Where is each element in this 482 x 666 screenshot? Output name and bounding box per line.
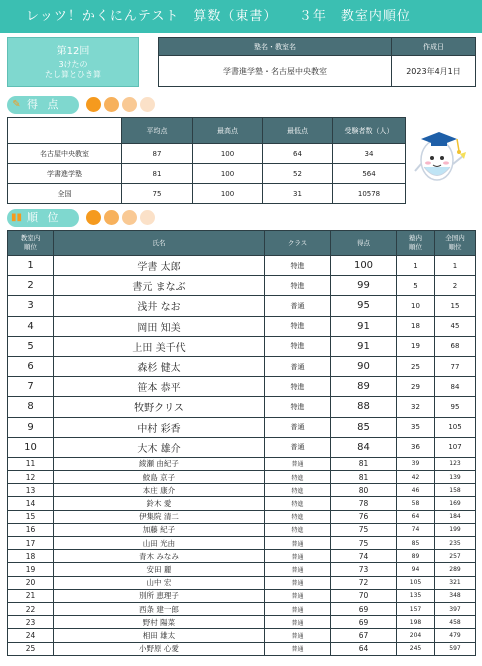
decor-dot (140, 97, 155, 112)
course: 普通 (265, 629, 331, 642)
course: 普通 (265, 356, 331, 376)
score: 89 (331, 377, 397, 397)
national-rank: 184 (435, 510, 476, 523)
class-rank: 14 (8, 497, 54, 510)
course: 普通 (265, 616, 331, 629)
score: 75 (331, 523, 397, 536)
group-name: 学書進学塾 (8, 164, 122, 184)
table-row (8, 550, 476, 563)
national-rank: 139 (435, 471, 476, 484)
national-rank: 84 (435, 377, 476, 397)
score-row (8, 184, 406, 204)
table-row (8, 437, 476, 457)
table-row (8, 256, 476, 276)
class-rank: 10 (8, 437, 54, 457)
score-row (8, 144, 406, 164)
student-name: 山田 光由 (54, 537, 265, 550)
class-rank: 9 (8, 417, 54, 437)
student-name: 伊集院 清二 (54, 510, 265, 523)
student-name: 牧野クリス (54, 397, 265, 417)
test-number: 第12回 (56, 46, 90, 57)
table-row (8, 484, 476, 497)
course: 普通 (265, 537, 331, 550)
school-rank-header (397, 231, 435, 256)
score: 69 (331, 616, 397, 629)
decor-dot (104, 210, 119, 225)
school-rank: 5 (397, 276, 435, 296)
student-name: 鮫島 京子 (54, 471, 265, 484)
student-name: 綾瀬 由紀子 (54, 457, 265, 470)
class-rank: 15 (8, 510, 54, 523)
student-name: 笹本 恭平 (54, 377, 265, 397)
decor-dot (86, 97, 101, 112)
school-rank: 64 (397, 510, 435, 523)
student-name: 相田 雄太 (54, 629, 265, 642)
score: 81 (331, 471, 397, 484)
national-rank: 169 (435, 497, 476, 510)
bar-chart-icon: ▮▮ (10, 212, 22, 223)
decor-dot (122, 210, 137, 225)
table-row (8, 563, 476, 576)
school-rank: 94 (397, 563, 435, 576)
decor-dot (104, 97, 119, 112)
student-name: 山中 宏 (54, 576, 265, 589)
table-row (8, 510, 476, 523)
class-rank: 17 (8, 537, 54, 550)
school-rank: 198 (397, 616, 435, 629)
table-row (8, 296, 476, 316)
national-rank: 95 (435, 397, 476, 417)
test-subtitle-line2: たし算とひき算 (45, 70, 101, 79)
score-row (8, 164, 406, 184)
school-name: 学書進学塾・名古屋中央教室 (159, 56, 392, 87)
school-rank: 35 (397, 417, 435, 437)
table-row (8, 417, 476, 437)
student-name: 小野原 心愛 (54, 642, 265, 655)
student-name: 安田 麗 (54, 563, 265, 576)
table-row (8, 616, 476, 629)
score-summary-table (7, 117, 406, 204)
school-rank: 29 (397, 377, 435, 397)
group-name: 名古屋中央教室 (8, 144, 122, 164)
course: 特進 (265, 397, 331, 417)
class-rank: 13 (8, 484, 54, 497)
national-rank: 123 (435, 457, 476, 470)
class-rank: 4 (8, 316, 54, 336)
table-row (8, 602, 476, 615)
score: 72 (331, 576, 397, 589)
course: 特進 (265, 523, 331, 536)
max-header: 最高点 (193, 118, 263, 144)
national-rank: 107 (435, 437, 476, 457)
national-rank: 45 (435, 316, 476, 336)
score: 67 (331, 629, 397, 642)
school-rank: 36 (397, 437, 435, 457)
table-row (8, 471, 476, 484)
table-row (8, 276, 476, 296)
table-row (8, 576, 476, 589)
score: 73 (331, 563, 397, 576)
national-rank: 479 (435, 629, 476, 642)
class-rank: 1 (8, 256, 54, 276)
national-rank: 289 (435, 563, 476, 576)
table-row (8, 642, 476, 655)
course: 普通 (265, 589, 331, 602)
max-score: 100 (193, 164, 263, 184)
course-header: クラス (265, 231, 331, 256)
course: 普通 (265, 550, 331, 563)
class-rank: 2 (8, 276, 54, 296)
score: 85 (331, 417, 397, 437)
school-rank: 157 (397, 602, 435, 615)
student-name: 本庄 康介 (54, 484, 265, 497)
ranking-table (7, 230, 476, 656)
course: 普通 (265, 417, 331, 437)
course: 特進 (265, 510, 331, 523)
school-rank: 105 (397, 576, 435, 589)
avg-header: 平均点 (122, 118, 193, 144)
school-rank: 18 (397, 316, 435, 336)
school-rank: 25 (397, 356, 435, 376)
class-rank-header-line2: 順位 (24, 243, 37, 251)
table-row (8, 336, 476, 356)
test-info-box (7, 37, 139, 87)
course: 特進 (265, 256, 331, 276)
score: 75 (331, 537, 397, 550)
national-rank: 2 (435, 276, 476, 296)
table-row (8, 457, 476, 470)
table-row (8, 523, 476, 536)
class-rank: 16 (8, 523, 54, 536)
group-name: 全国 (8, 184, 122, 204)
min-score: 52 (263, 164, 333, 184)
national-rank: 1 (435, 256, 476, 276)
student-name: 野村 陽菜 (54, 616, 265, 629)
pencil-icon: ✎ (12, 99, 21, 110)
created-date: 2023年4月1日 (392, 56, 476, 87)
course: 特進 (265, 471, 331, 484)
course: 普通 (265, 457, 331, 470)
class-rank: 3 (8, 296, 54, 316)
score-table-corner (8, 118, 122, 144)
min-score: 31 (263, 184, 333, 204)
national-rank-header-line1: 全国内 (445, 234, 465, 242)
score: 95 (331, 296, 397, 316)
score: 69 (331, 602, 397, 615)
national-rank: 105 (435, 417, 476, 437)
national-rank: 321 (435, 576, 476, 589)
student-name: 中村 彩香 (54, 417, 265, 437)
max-score: 100 (193, 184, 263, 204)
class-rank: 24 (8, 629, 54, 642)
school-rank: 46 (397, 484, 435, 497)
table-row (8, 316, 476, 336)
school-rank: 32 (397, 397, 435, 417)
school-rank: 1 (397, 256, 435, 276)
score: 90 (331, 356, 397, 376)
course: 普通 (265, 642, 331, 655)
course: 特進 (265, 336, 331, 356)
course: 普通 (265, 563, 331, 576)
class-rank: 18 (8, 550, 54, 563)
student-name: 別所 恵理子 (54, 589, 265, 602)
national-rank: 597 (435, 642, 476, 655)
max-score: 100 (193, 144, 263, 164)
national-rank: 235 (435, 537, 476, 550)
date-header: 作成日 (392, 38, 476, 56)
score: 84 (331, 437, 397, 457)
count-header: 受験者数（人） (333, 118, 406, 144)
min-header: 最低点 (263, 118, 333, 144)
national-rank: 458 (435, 616, 476, 629)
class-rank: 11 (8, 457, 54, 470)
school-rank: 245 (397, 642, 435, 655)
class-rank: 19 (8, 563, 54, 576)
student-name: 加藤 紀子 (54, 523, 265, 536)
average-score: 75 (122, 184, 193, 204)
score: 74 (331, 550, 397, 563)
course: 普通 (265, 437, 331, 457)
student-name: 西条 建一郎 (54, 602, 265, 615)
average-score: 81 (122, 164, 193, 184)
national-rank: 199 (435, 523, 476, 536)
class-rank: 23 (8, 616, 54, 629)
rank-section-label: 順 位 (7, 209, 79, 227)
student-name: 鈴木 愛 (54, 497, 265, 510)
score: 80 (331, 484, 397, 497)
school-rank: 135 (397, 589, 435, 602)
examinee-count: 34 (333, 144, 406, 164)
student-name-header: 氏名 (54, 231, 265, 256)
student-name: 岡田 知美 (54, 316, 265, 336)
page-title: レッツ！かくにんテスト 算数（東書） ３年 教室内順位 (0, 0, 482, 33)
score: 76 (331, 510, 397, 523)
rank-section-header (7, 209, 172, 227)
class-rank: 12 (8, 471, 54, 484)
school-name-header: 塾名・教室名 (159, 38, 392, 56)
class-rank: 20 (8, 576, 54, 589)
score: 70 (331, 589, 397, 602)
course: 特進 (265, 276, 331, 296)
class-rank: 5 (8, 336, 54, 356)
examinee-count: 564 (333, 164, 406, 184)
class-rank: 6 (8, 356, 54, 376)
school-rank: 39 (397, 457, 435, 470)
score: 81 (331, 457, 397, 470)
course: 普通 (265, 296, 331, 316)
table-row (8, 377, 476, 397)
school-rank: 58 (397, 497, 435, 510)
average-score: 87 (122, 144, 193, 164)
school-rank: 204 (397, 629, 435, 642)
score-header: 得点 (331, 231, 397, 256)
score: 91 (331, 336, 397, 356)
national-rank-header-line2: 順位 (448, 243, 462, 251)
class-rank: 22 (8, 602, 54, 615)
school-rank: 85 (397, 537, 435, 550)
table-row (8, 356, 476, 376)
score: 64 (331, 642, 397, 655)
course: 特進 (265, 316, 331, 336)
table-row (8, 397, 476, 417)
course: 特進 (265, 484, 331, 497)
test-subtitle-line1: 3けたの (58, 60, 88, 69)
score: 78 (331, 497, 397, 510)
min-score: 64 (263, 144, 333, 164)
table-row (8, 629, 476, 642)
national-rank: 257 (435, 550, 476, 563)
school-info-table (158, 37, 476, 87)
national-rank-header (435, 231, 476, 256)
decor-dot (140, 210, 155, 225)
table-row (8, 589, 476, 602)
course: 特進 (265, 377, 331, 397)
school-rank: 10 (397, 296, 435, 316)
school-rank: 89 (397, 550, 435, 563)
score: 88 (331, 397, 397, 417)
student-name: 大木 雄介 (54, 437, 265, 457)
school-rank: 74 (397, 523, 435, 536)
student-name: 学書 太郎 (54, 256, 265, 276)
table-row (8, 537, 476, 550)
class-rank: 7 (8, 377, 54, 397)
national-rank: 348 (435, 589, 476, 602)
class-rank-header (8, 231, 54, 256)
course: 普通 (265, 576, 331, 589)
national-rank: 158 (435, 484, 476, 497)
national-rank: 77 (435, 356, 476, 376)
school-rank: 19 (397, 336, 435, 356)
score-section-label: 得 点 (7, 96, 79, 114)
class-rank: 25 (8, 642, 54, 655)
graduation-mascot (412, 124, 467, 186)
class-rank: 8 (8, 397, 54, 417)
course: 特進 (265, 497, 331, 510)
decor-dot (86, 210, 101, 225)
table-row (8, 497, 476, 510)
national-rank: 397 (435, 602, 476, 615)
student-name: 森杉 健太 (54, 356, 265, 376)
class-rank: 21 (8, 589, 54, 602)
decor-dot (122, 97, 137, 112)
class-rank-header-line1: 教室内 (20, 234, 41, 242)
student-name: 上田 美千代 (54, 336, 265, 356)
course: 普通 (265, 602, 331, 615)
school-rank-header-line1: 塾内 (409, 234, 422, 242)
school-rank-header-line2: 順位 (409, 243, 422, 251)
score: 91 (331, 316, 397, 336)
score: 100 (331, 256, 397, 276)
student-name: 青木 みなみ (54, 550, 265, 563)
national-rank: 68 (435, 336, 476, 356)
score-section-header (7, 96, 172, 114)
national-rank: 15 (435, 296, 476, 316)
score: 99 (331, 276, 397, 296)
school-rank: 42 (397, 471, 435, 484)
examinee-count: 10578 (333, 184, 406, 204)
student-name: 書元 まなぶ (54, 276, 265, 296)
student-name: 浅井 なお (54, 296, 265, 316)
